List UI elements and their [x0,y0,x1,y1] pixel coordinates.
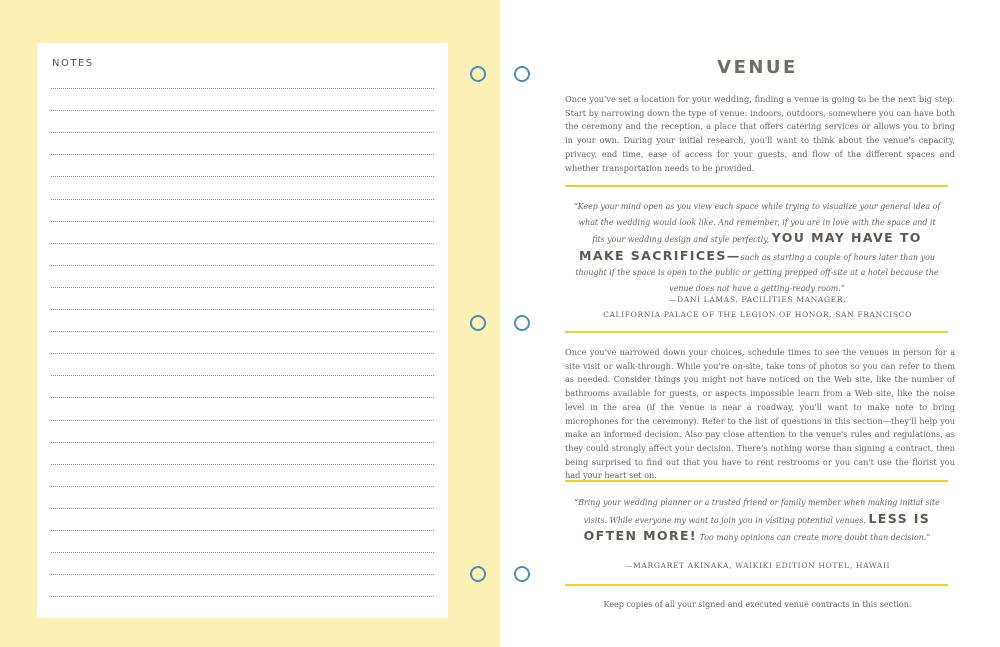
pull-quote-1 [572,199,942,297]
note-line [51,353,434,354]
binder-ring-icon [470,66,486,82]
attribution-line: CALIFORNIA PALACE OF THE LEGION OF HONOR, SAN FRANCISCO [603,309,912,319]
note-line [51,596,434,597]
note-line [51,508,434,509]
note-line [51,331,434,332]
quote-emphasis: LESS IS OFTEN MORE! [583,510,931,544]
note-line [51,110,434,111]
page-title: VENUE [717,57,798,78]
binder-ring-icon [470,315,486,331]
note-line [51,375,434,376]
divider [565,480,948,482]
note-line [51,574,434,575]
quote-text: Too many opinions can create more doubt than decision.” [697,533,931,543]
attribution-line: —DANI LAMAS, FACILITIES MANAGER, [668,295,847,304]
note-line [51,486,434,487]
binder-ring-icon [514,66,530,82]
quote-emphasis: YOU MAY HAVE TO MAKE SACRIFICES— [579,230,922,263]
note-line [51,154,434,155]
notes-card [37,43,448,618]
right-page [500,0,1000,647]
note-line [51,132,434,133]
footer-note: Keep copies of all your signed and executed venue contracts in this section. [603,600,912,609]
note-line [51,199,434,200]
quote-attribution: —MARGARET AKINAKA, WAIKIKI EDITION HOTEL, HAWAII [624,561,891,570]
divider [565,331,948,333]
note-line [51,309,434,310]
note-line [51,287,434,288]
note-line [51,265,434,266]
note-line [51,464,434,465]
body-paragraph: Once you've narrowed down your choices, schedule times to see the venues in person for a site visit or walk-through. While you're on-site, take tons of photos so you can refer to them as needed. Consider things you might not have noticed on the Web site, like the number of bathrooms available for guests, or aspects impossible learn from a Web site, like the noise level in the area (if the venue is near a roadway, you'll want to make note to bring microphones for the ceremony). Refer to the list of questions in this section—they'll help you make an informed decision. Also pay close attention to the venue's rules and regulations, as they could strongly affect your decision. There's nothing worse than signing a contract, then being surprised to find out that you have to rent restrooms or you can't use the florist you had your heart set on. [565,347,955,481]
quote-text: “Bring your wedding planner or a trusted friend or family member when making initial site visits. While everyone my want to join you in visiting potential venues, [574,498,940,525]
intro-paragraph: Once you've set a location for your wedding, finding a venue is going to be the next big step. Start by narrowing down the type of venue: indoors, outdoors, somewhere you can have both the ceremony and the reception, a place that offers catering services or allows you to bring in your own. During your initial research, you'll want to think about the venue's capacity, privacy, end time, ease of access for your guests, and flow of the different spaces and whether transportation needs to be provided. [565,94,955,173]
divider [565,584,948,586]
note-line [51,397,434,398]
note-line [51,243,434,244]
note-line [51,176,434,177]
quote-text: “Keep your mind open as you view each space while trying to visualize your general idea of what the wedding would look like. And remember, if you are in love with the space and it fits your wedding design and style perfectly, [573,202,941,245]
quote-text: such as starting a couple of hours later than you thought if the space is open to the public or getting prepped off-site at a hotel because the venue does not have a getting-ready room.” [575,252,939,293]
pull-quote-2 [572,495,942,546]
note-line [51,420,434,421]
binder-ring-icon [470,566,486,582]
note-line [51,552,434,553]
binder-ring-icon [514,315,530,331]
note-line [51,221,434,222]
binder-ring-icon [514,566,530,582]
note-line [51,88,434,89]
notes-title: NOTES [52,58,94,69]
note-line [51,442,434,443]
quote-attribution [565,293,950,322]
note-line [51,530,434,531]
divider [565,185,948,187]
